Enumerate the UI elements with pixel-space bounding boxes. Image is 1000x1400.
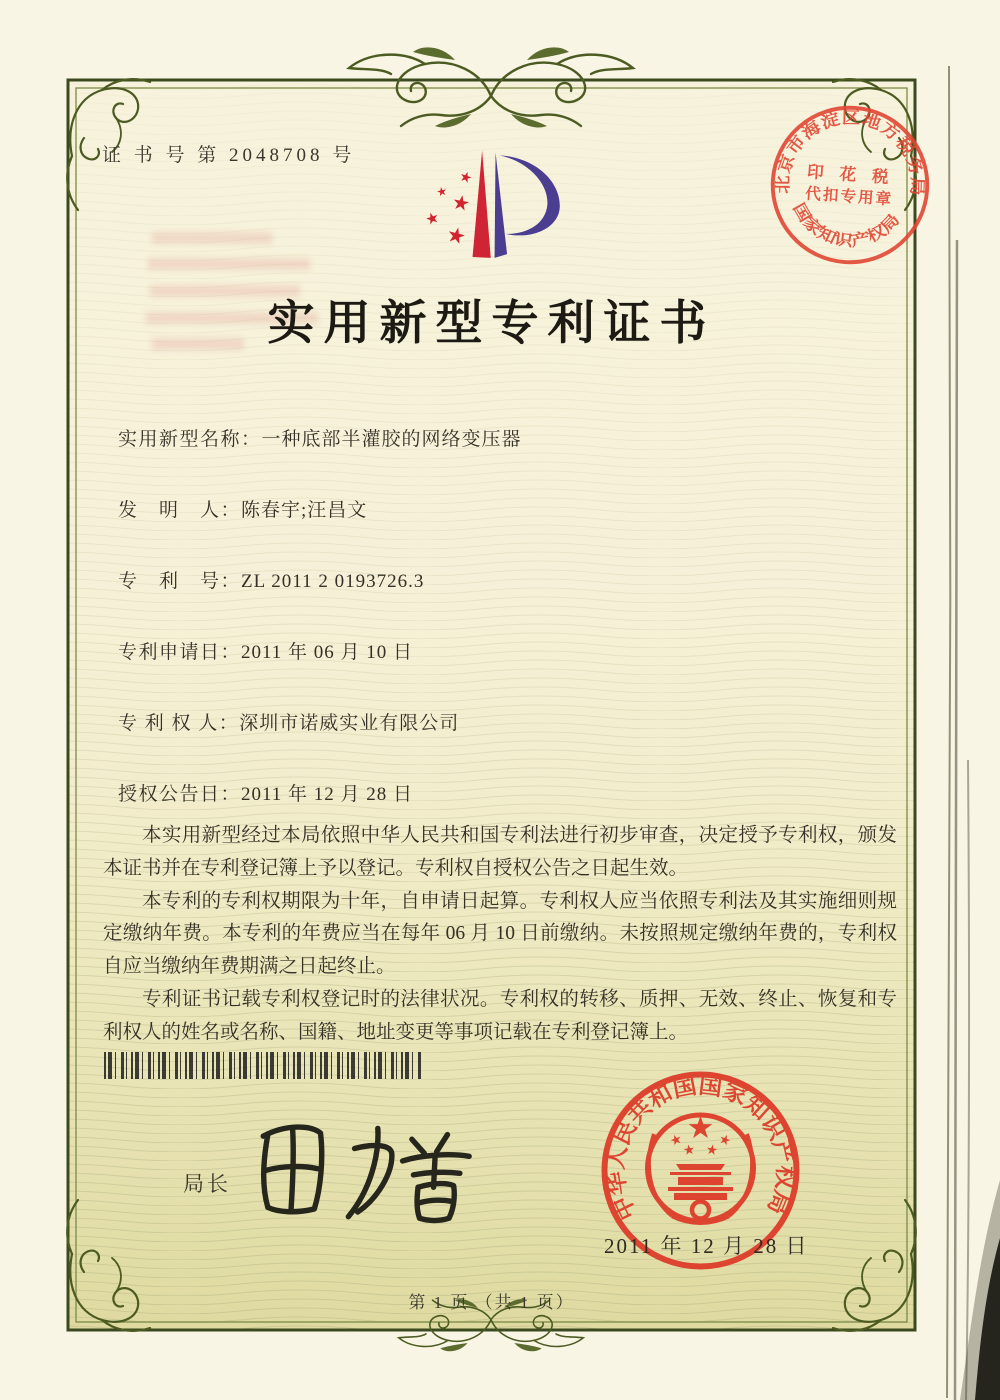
logo-p-bowl: [499, 155, 559, 235]
certificate-number: 证 书 号 第 2048708 号: [102, 145, 356, 166]
field-label: 专 利 号：: [118, 571, 242, 592]
page-footer: 第 1 页 （共 1 页）: [408, 1293, 575, 1312]
national-emblem: [648, 1115, 754, 1223]
tax-stamp-arc-bottom: 国家知识产权局: [789, 200, 901, 251]
field-value: ZL 2011 2 0193726.3: [241, 571, 425, 592]
paragraph-term: 本专利的专利权期限为十年，自申请日起算。专利权人应当依照专利法及其实施细则规定缴纳年费。本专利的年费应当在每年 06 月 10 日前缴纳。未按照规定缴纳年费的，专利权自应当缴纳年费期满之日起终止。: [103, 890, 897, 978]
paragraph-register: 专利证书记载专利权登记时的法律状况。专利权的转移、质押、无效、终止、恢复和专利权人的姓名或名称、国籍、地址变更等事项记载在专利登记簿上。: [103, 988, 897, 1043]
body-paragraphs: [103, 820, 897, 1050]
field-label: 发 明 人：: [118, 500, 242, 521]
issuing-seal-arc-text: 中华人民共和国国家知识产权局: [602, 1072, 799, 1224]
tax-stamp-line2: 代扣专用章: [804, 185, 894, 209]
field-label: 专利申请日：: [118, 642, 242, 663]
barcode: [104, 1052, 422, 1079]
field-patentee: [118, 708, 459, 735]
field-grant-date: [118, 779, 413, 806]
field-value: 陈春宇;汪昌文: [241, 500, 368, 521]
certificate-title: 实用新型专利证书: [267, 298, 716, 350]
director-title: 局长: [183, 1172, 231, 1196]
paragraph-grant: 本实用新型经过本局依照中华人民共和国专利法进行初步审查，决定授予专利权，颁发本证书并在专利登记簿上予以登记。专利权自授权公告之日起生效。: [103, 825, 897, 879]
seal-date: 2011 年 12 月 28 日: [604, 1234, 809, 1258]
field-label: 授权公告日：: [118, 784, 242, 805]
tax-stamp: [762, 97, 938, 273]
field-value: 深圳市诺威实业有限公司: [239, 713, 460, 734]
page-edge: [947, 66, 1000, 1400]
field-label: 实用新型名称：: [118, 429, 262, 450]
field-value: 2011 年 12 月 28 日: [241, 784, 414, 805]
logo-purple-wedge: [495, 152, 507, 257]
field-label: 专 利 权 人：: [118, 713, 240, 734]
field-value: 2011 年 06 月 10 日: [241, 642, 414, 663]
tax-stamp-line1: 印 花 税: [806, 162, 896, 188]
field-utility-model-name: [118, 424, 522, 451]
field-patent-number: [118, 566, 424, 593]
field-inventors: [118, 495, 367, 522]
field-filing-date: [118, 637, 413, 664]
logo-stars: [425, 170, 473, 244]
director-signature: [240, 1106, 480, 1236]
sipo-logo: [415, 128, 578, 268]
tax-stamp-arc-top: 北京市海淀区地方税务局: [773, 108, 927, 195]
field-value: 一种底部半灌胶的网络变压器: [261, 429, 522, 450]
logo-red-wedge: [473, 151, 491, 258]
